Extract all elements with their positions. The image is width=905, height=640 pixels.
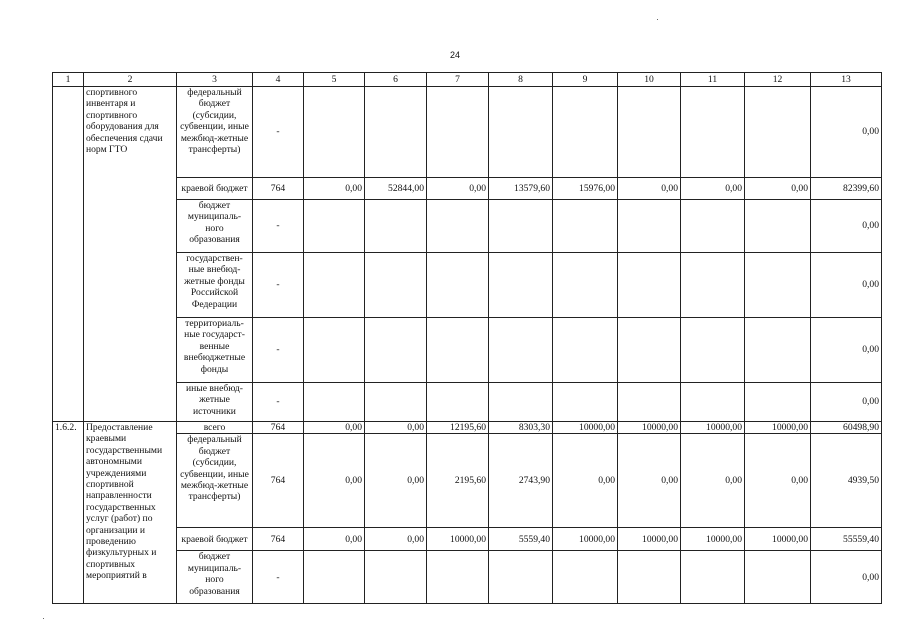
column-header: 12 [745, 73, 811, 87]
cell-c6 [365, 318, 427, 383]
cell-c10: 10000,00 [618, 422, 681, 434]
cell-c10 [618, 253, 681, 318]
column-header: 10 [618, 73, 681, 87]
cell-c12 [745, 318, 811, 383]
item-name: Предоставление краевыми государственными автономными учреждениями спортивной направленности государственных услуг (работ) по организации и проведению физкультурных и спортивных мероприятий в [84, 422, 177, 604]
cell-c10 [618, 551, 681, 604]
cell-c12: 10000,00 [745, 528, 811, 551]
cell-c10: 10000,00 [618, 528, 681, 551]
cell-c11 [681, 383, 745, 422]
cell-c11: 0,00 [681, 178, 745, 200]
funding-source: федеральный бюджет (субсидии, субвенции, иные межбюд-жетные трансферты) [177, 87, 253, 178]
cell-c12: 0,00 [745, 178, 811, 200]
cell-total: 60498,90 [811, 422, 882, 434]
cell-c7 [427, 318, 489, 383]
cell-total: 0,00 [811, 200, 882, 253]
cell-c8: 13579,60 [489, 178, 553, 200]
cell-c7 [427, 551, 489, 604]
cell-c8: 5559,40 [489, 528, 553, 551]
item-number: 1.6.2. [53, 422, 84, 604]
cell-c9: 10000,00 [553, 528, 618, 551]
cell-c7: 12195,60 [427, 422, 489, 434]
funding-source: краевой бюджет [177, 178, 253, 200]
table-row [53, 87, 882, 178]
cell-c9 [553, 87, 618, 178]
column-header: 1 [53, 73, 84, 87]
cell-c4: - [253, 383, 304, 422]
table-row [53, 434, 882, 528]
cell-total: 0,00 [811, 87, 882, 178]
cell-c4: 764 [253, 434, 304, 528]
cell-c4: - [253, 253, 304, 318]
cell-c5: 0,00 [304, 434, 365, 528]
cell-c12: 10000,00 [745, 422, 811, 434]
table-row [53, 383, 882, 422]
table-row [53, 422, 882, 434]
cell-c4: 764 [253, 178, 304, 200]
cell-c5 [304, 253, 365, 318]
cell-c9: 0,00 [553, 434, 618, 528]
page-number: 24 [449, 50, 460, 60]
cell-c6 [365, 200, 427, 253]
cell-c10 [618, 318, 681, 383]
cell-c7 [427, 383, 489, 422]
cell-c8 [489, 253, 553, 318]
column-header: 7 [427, 73, 489, 87]
cell-c4: - [253, 551, 304, 604]
cell-c11 [681, 87, 745, 178]
column-header: 11 [681, 73, 745, 87]
cell-c6: 0,00 [365, 528, 427, 551]
cell-c8 [489, 87, 553, 178]
cell-c4: - [253, 200, 304, 253]
cell-c11 [681, 318, 745, 383]
column-header: 2 [84, 73, 177, 87]
cell-c4: - [253, 318, 304, 383]
cell-total: 82399,60 [811, 178, 882, 200]
cell-c9 [553, 551, 618, 604]
cell-c9 [553, 383, 618, 422]
cell-c7: 2195,60 [427, 434, 489, 528]
column-header: 9 [553, 73, 618, 87]
cell-c11 [681, 200, 745, 253]
cell-c6 [365, 253, 427, 318]
cell-c8 [489, 551, 553, 604]
cell-c7: 0,00 [427, 178, 489, 200]
cell-c4: - [253, 87, 304, 178]
column-header: 5 [304, 73, 365, 87]
table-row [53, 253, 882, 318]
cell-c5 [304, 383, 365, 422]
cell-c11 [681, 253, 745, 318]
cell-c7: 10000,00 [427, 528, 489, 551]
cell-c5 [304, 200, 365, 253]
cell-c9: 15976,00 [553, 178, 618, 200]
cell-c12: 0,00 [745, 434, 811, 528]
table-row [53, 551, 882, 604]
cell-c8 [489, 200, 553, 253]
cell-c8 [489, 383, 553, 422]
table-row [53, 318, 882, 383]
cell-c10: 0,00 [618, 178, 681, 200]
cell-c9 [553, 318, 618, 383]
funding-source: территориаль-ные государст-венные внебюджетные фонды [177, 318, 253, 383]
cell-c10: 0,00 [618, 434, 681, 528]
cell-c6: 0,00 [365, 422, 427, 434]
cell-c7 [427, 87, 489, 178]
funding-source: краевой бюджет [177, 528, 253, 551]
column-header: 8 [489, 73, 553, 87]
cell-c11: 0,00 [681, 434, 745, 528]
cell-total: 55559,40 [811, 528, 882, 551]
cell-c7 [427, 200, 489, 253]
cell-c6: 52844,00 [365, 178, 427, 200]
cell-total: 0,00 [811, 318, 882, 383]
cell-c11 [681, 551, 745, 604]
cell-total: 4939,50 [811, 434, 882, 528]
header-row [53, 73, 882, 87]
cell-total: 0,00 [811, 253, 882, 318]
cell-c12 [745, 551, 811, 604]
cell-c12 [745, 200, 811, 253]
budget-table [52, 72, 882, 604]
table-row [53, 528, 882, 551]
cell-c9 [553, 253, 618, 318]
cell-c10 [618, 200, 681, 253]
funding-source: всего [177, 422, 253, 434]
cell-c8: 8303,30 [489, 422, 553, 434]
cell-c9: 10000,00 [553, 422, 618, 434]
scan-speck [43, 618, 44, 619]
cell-c6 [365, 87, 427, 178]
item-name: спортивного инвентаря и спортивного оборудования для обеспечения сдачи норм ГТО [84, 87, 177, 422]
cell-c9 [553, 200, 618, 253]
cell-c5 [304, 87, 365, 178]
funding-source: федеральный бюджет (субсидии, субвенции, иные межбюд-жетные трансферты) [177, 434, 253, 528]
cell-c10 [618, 87, 681, 178]
cell-c8: 2743,90 [489, 434, 553, 528]
cell-c11: 10000,00 [681, 528, 745, 551]
cell-c11: 10000,00 [681, 422, 745, 434]
funding-source: государствен-ные внебюд-жетные фонды Российской Федерации [177, 253, 253, 318]
cell-c4: 764 [253, 422, 304, 434]
cell-c6: 0,00 [365, 434, 427, 528]
cell-c4: 764 [253, 528, 304, 551]
cell-total: 0,00 [811, 551, 882, 604]
cell-c5 [304, 551, 365, 604]
cell-total: 0,00 [811, 383, 882, 422]
cell-c12 [745, 87, 811, 178]
cell-c6 [365, 551, 427, 604]
cell-c5: 0,00 [304, 178, 365, 200]
column-header: 3 [177, 73, 253, 87]
table-row [53, 178, 882, 200]
cell-c8 [489, 318, 553, 383]
cell-c7 [427, 253, 489, 318]
cell-c5: 0,00 [304, 528, 365, 551]
cell-c6 [365, 383, 427, 422]
cell-c5 [304, 318, 365, 383]
cell-c12 [745, 383, 811, 422]
item-number [53, 87, 84, 422]
column-header: 4 [253, 73, 304, 87]
cell-c12 [745, 253, 811, 318]
column-header: 6 [365, 73, 427, 87]
cell-c5: 0,00 [304, 422, 365, 434]
column-header: 13 [811, 73, 882, 87]
cell-c10 [618, 383, 681, 422]
scan-speck [657, 19, 658, 20]
funding-source: иные внебюд-жетные источники [177, 383, 253, 422]
funding-source: бюджет муниципаль-ного образования [177, 551, 253, 604]
funding-source: бюджет муниципаль-ного образования [177, 200, 253, 253]
table-row [53, 200, 882, 253]
